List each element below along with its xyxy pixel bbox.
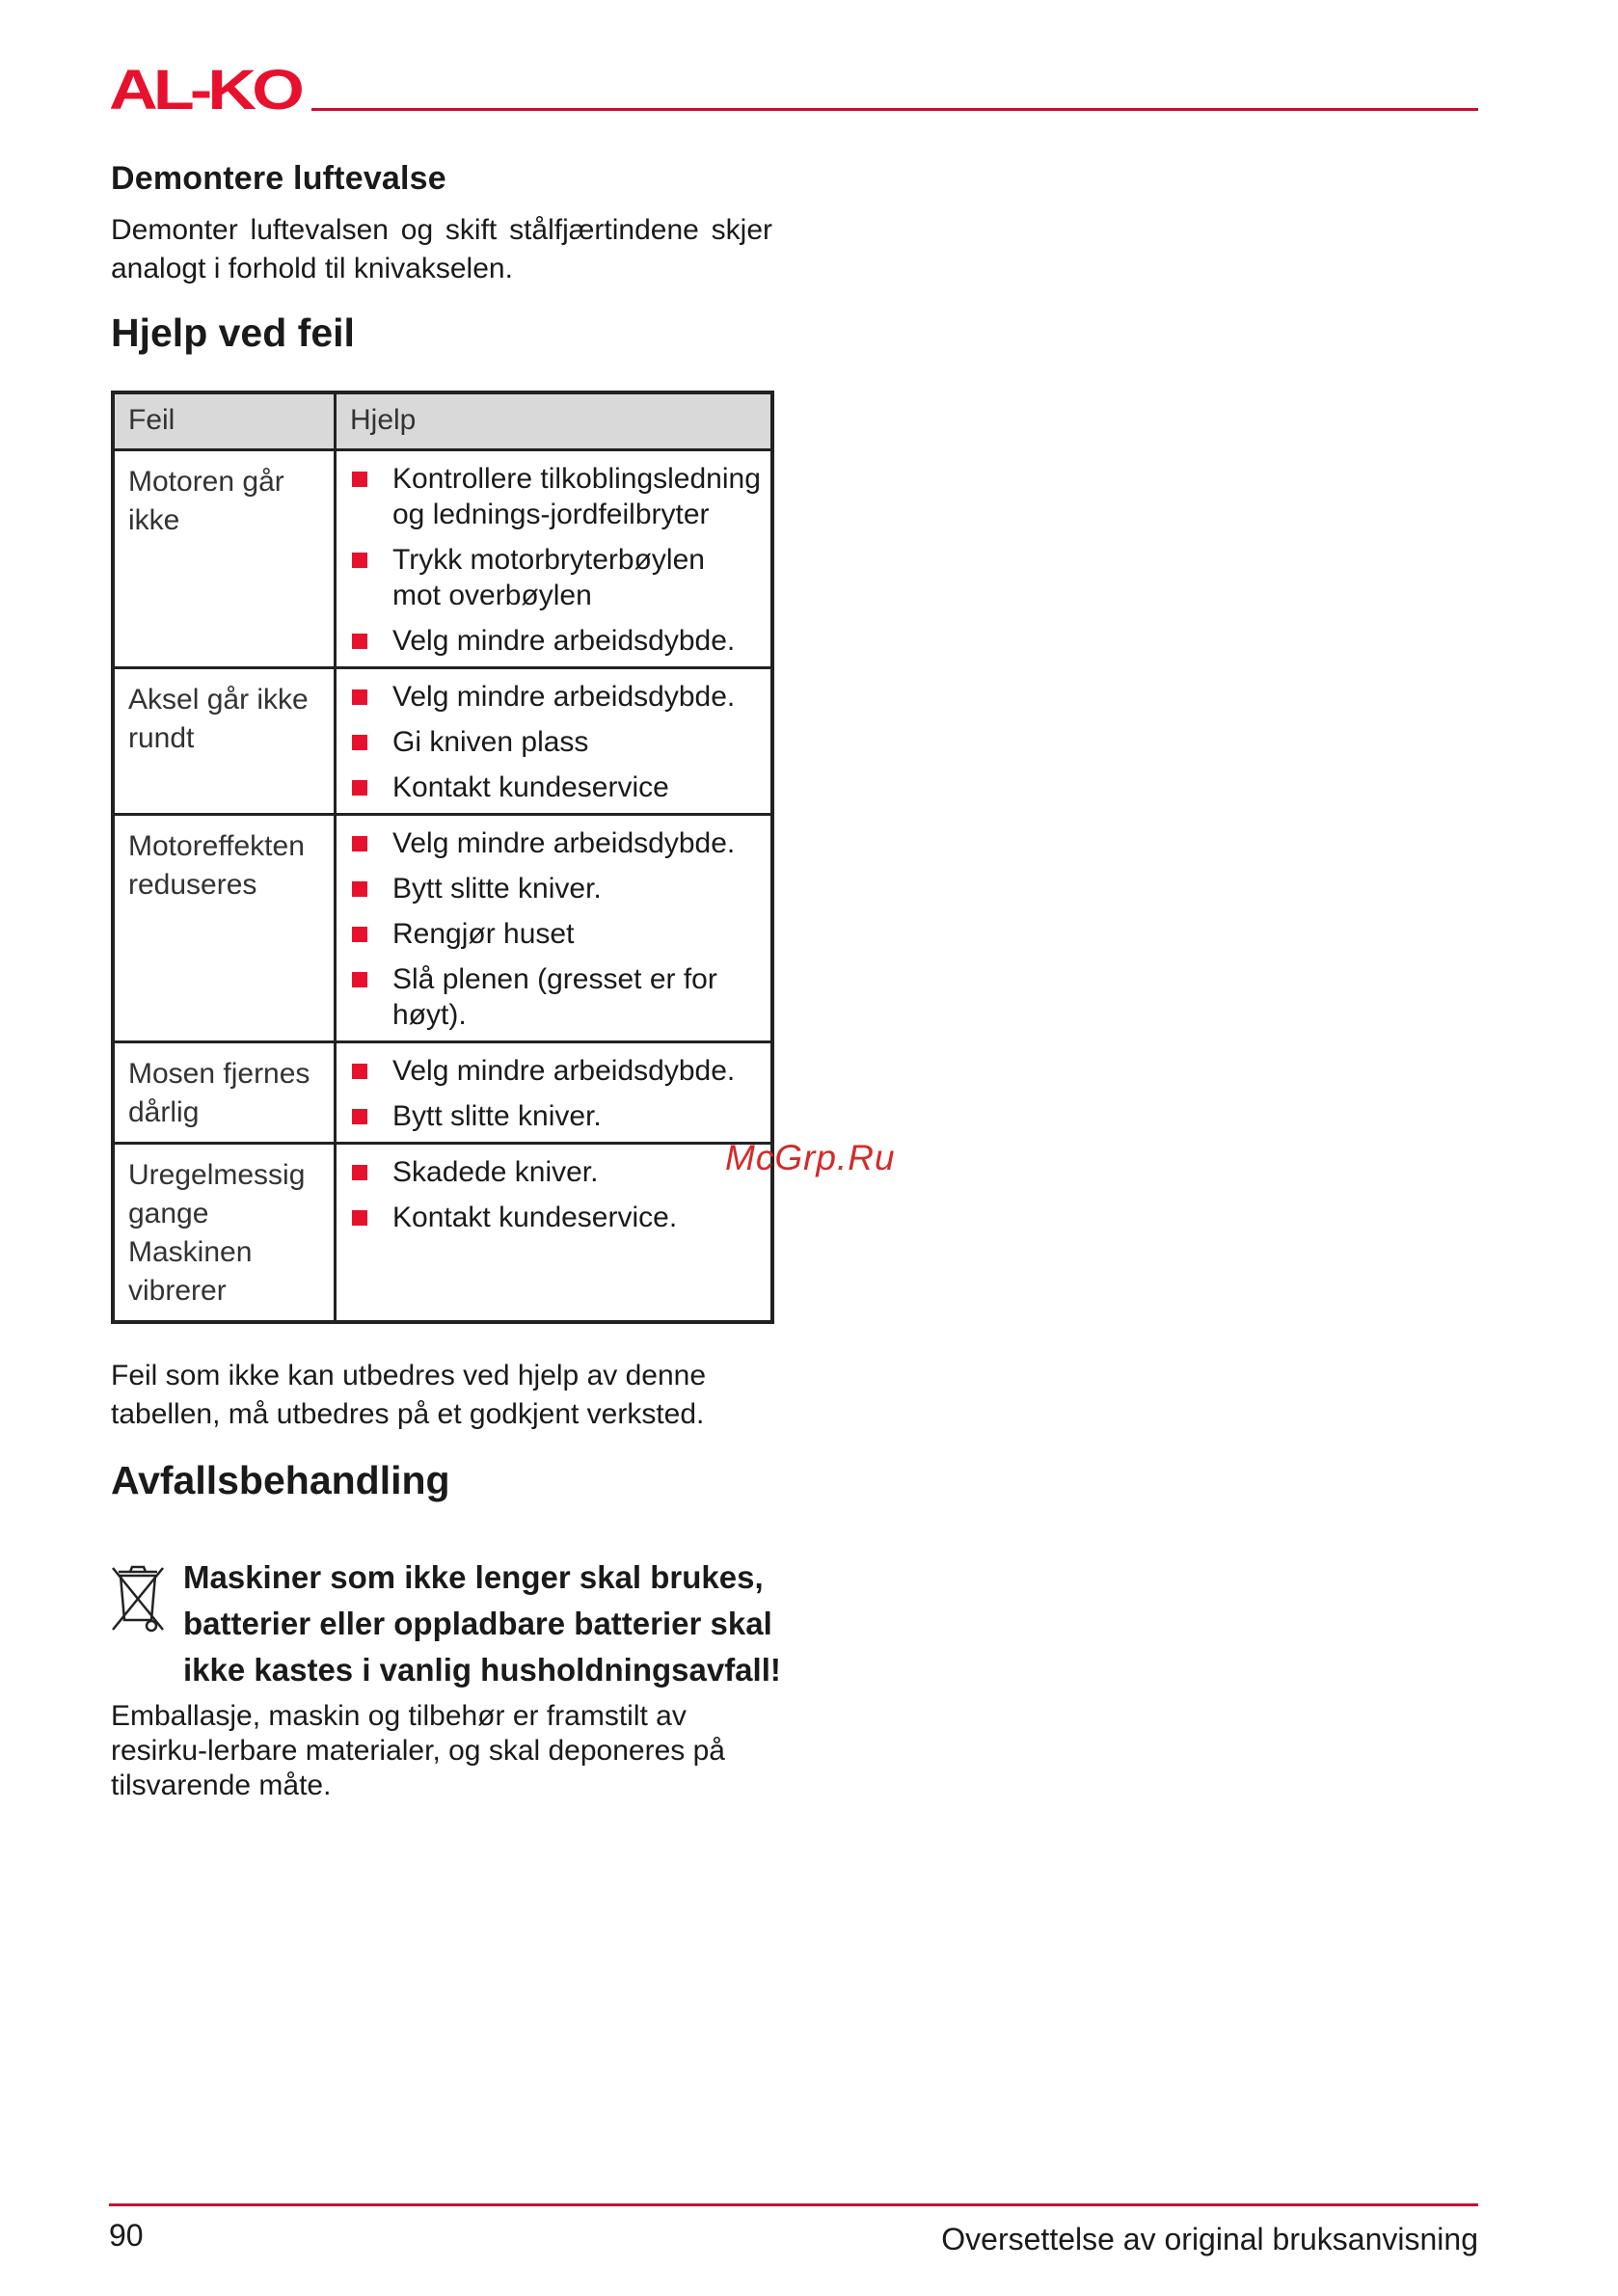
crossed-out-wheelie-bin-icon xyxy=(109,1564,167,1637)
help-text: Bytt slitte kniver. xyxy=(392,873,602,905)
help-text: Kontrollere tilkoblingsledning og lednings-jordfeilbryter xyxy=(392,463,761,530)
table-row xyxy=(113,1042,772,1144)
fault-cell: Uregelmessig gange Maskinen vibrerer xyxy=(113,1144,336,1323)
list-item xyxy=(352,461,761,532)
list-item xyxy=(352,770,761,805)
section-title-hjelp: Hjelp ved feil xyxy=(111,311,355,355)
page-number: 90 xyxy=(109,2218,144,2253)
red-square-bullet-icon xyxy=(352,1165,367,1180)
column-header-help: Hjelp xyxy=(336,392,773,450)
help-text: Trykk motorbryterbøylen mot overbøylen xyxy=(392,544,705,611)
red-square-bullet-icon xyxy=(352,927,367,942)
fault-cell: Mosen fjernes dårlig xyxy=(113,1042,336,1144)
list-item xyxy=(352,961,761,1033)
fault-cell: Aksel går ikke rundt xyxy=(113,668,336,815)
list-item xyxy=(352,1053,761,1089)
red-square-bullet-icon xyxy=(352,472,367,487)
disposal-text: Emballasje, maskin og tilbehør er framstilt av resirku-lerbare materialer, og skal deponeres på tilsvarende måte. xyxy=(111,1700,725,1801)
red-square-bullet-icon xyxy=(352,689,367,705)
red-square-bullet-icon xyxy=(352,735,367,750)
red-square-bullet-icon xyxy=(352,836,367,851)
help-text: Gi kniven plass xyxy=(392,726,589,758)
fault-cell: Motoreffekten reduseres xyxy=(113,815,336,1042)
help-text: Kontakt kundeservice. xyxy=(392,1202,678,1233)
help-list xyxy=(352,825,761,1033)
help-text: Skadede kniver. xyxy=(392,1156,599,1188)
table-body xyxy=(113,450,772,1323)
help-list xyxy=(352,1053,761,1134)
list-item xyxy=(352,825,761,861)
table-row xyxy=(113,815,772,1042)
list-item xyxy=(352,542,761,613)
help-text: Slå plenen (gresset er for høyt). xyxy=(392,963,717,1031)
help-cell xyxy=(336,450,773,668)
help-cell xyxy=(336,1042,773,1144)
svg-text:AL-KO: AL-KO xyxy=(109,64,302,114)
list-item xyxy=(352,1098,761,1134)
help-cell xyxy=(336,815,773,1042)
section-title-luftevalse: Demontere luftevalse xyxy=(111,160,446,197)
red-square-bullet-icon xyxy=(352,972,367,987)
help-list xyxy=(352,1154,761,1235)
troubleshooting-table xyxy=(111,391,774,1324)
alko-logo xyxy=(109,64,302,114)
column-header-fault: Feil xyxy=(113,392,336,450)
help-list xyxy=(352,679,761,805)
table-row xyxy=(113,1144,772,1323)
table-row xyxy=(113,450,772,668)
list-item xyxy=(352,916,761,952)
red-square-bullet-icon xyxy=(352,1109,367,1124)
red-square-bullet-icon xyxy=(352,1210,367,1226)
help-cell xyxy=(336,668,773,815)
help-text: Velg mindre arbeidsdybde. xyxy=(392,625,736,657)
help-text: Bytt slitte kniver. xyxy=(392,1100,602,1132)
red-square-bullet-icon xyxy=(352,634,367,649)
footer-rule xyxy=(109,2203,1478,2206)
red-square-bullet-icon xyxy=(352,881,367,897)
help-text: Velg mindre arbeidsdybde. xyxy=(392,681,736,713)
help-text: Velg mindre arbeidsdybde. xyxy=(392,827,736,859)
help-list xyxy=(352,461,761,659)
disposal-warning: Maskiner som ikke lenger skal brukes, batterier eller oppladbare batterier skal ikke kastes i vanlig husholdningsavfall! xyxy=(183,1559,781,1688)
help-cell xyxy=(336,1144,773,1323)
help-text: Kontakt kundeservice xyxy=(392,771,669,803)
header-rule xyxy=(311,108,1478,111)
list-item xyxy=(352,871,761,906)
list-item xyxy=(352,724,761,760)
list-item xyxy=(352,1154,761,1190)
help-text: Rengjør huset xyxy=(392,918,575,950)
list-item xyxy=(352,1200,761,1235)
table-header-row xyxy=(113,392,772,450)
red-square-bullet-icon xyxy=(352,553,367,568)
help-text: Velg mindre arbeidsdybde. xyxy=(392,1055,736,1087)
red-square-bullet-icon xyxy=(352,780,367,796)
section-text-luftevalse: Demonter luftevalsen og skift stålfjærtindene skjer analogt i forhold til knivakselen. xyxy=(111,214,772,284)
red-square-bullet-icon xyxy=(352,1064,367,1079)
watermark: McGrp.Ru xyxy=(725,1138,896,1177)
fault-cell: Motoren går ikke xyxy=(113,450,336,668)
table-note: Feil som ikke kan utbedres ved hjelp av denne tabellen, må utbedres på et godkjent verksted. xyxy=(111,1360,707,1430)
list-item xyxy=(352,679,761,715)
footer-text: Oversettelse av original bruksanvisning xyxy=(941,2222,1478,2256)
table-row xyxy=(113,668,772,815)
list-item xyxy=(352,623,761,659)
section-title-avfall: Avfallsbehandling xyxy=(111,1458,450,1502)
